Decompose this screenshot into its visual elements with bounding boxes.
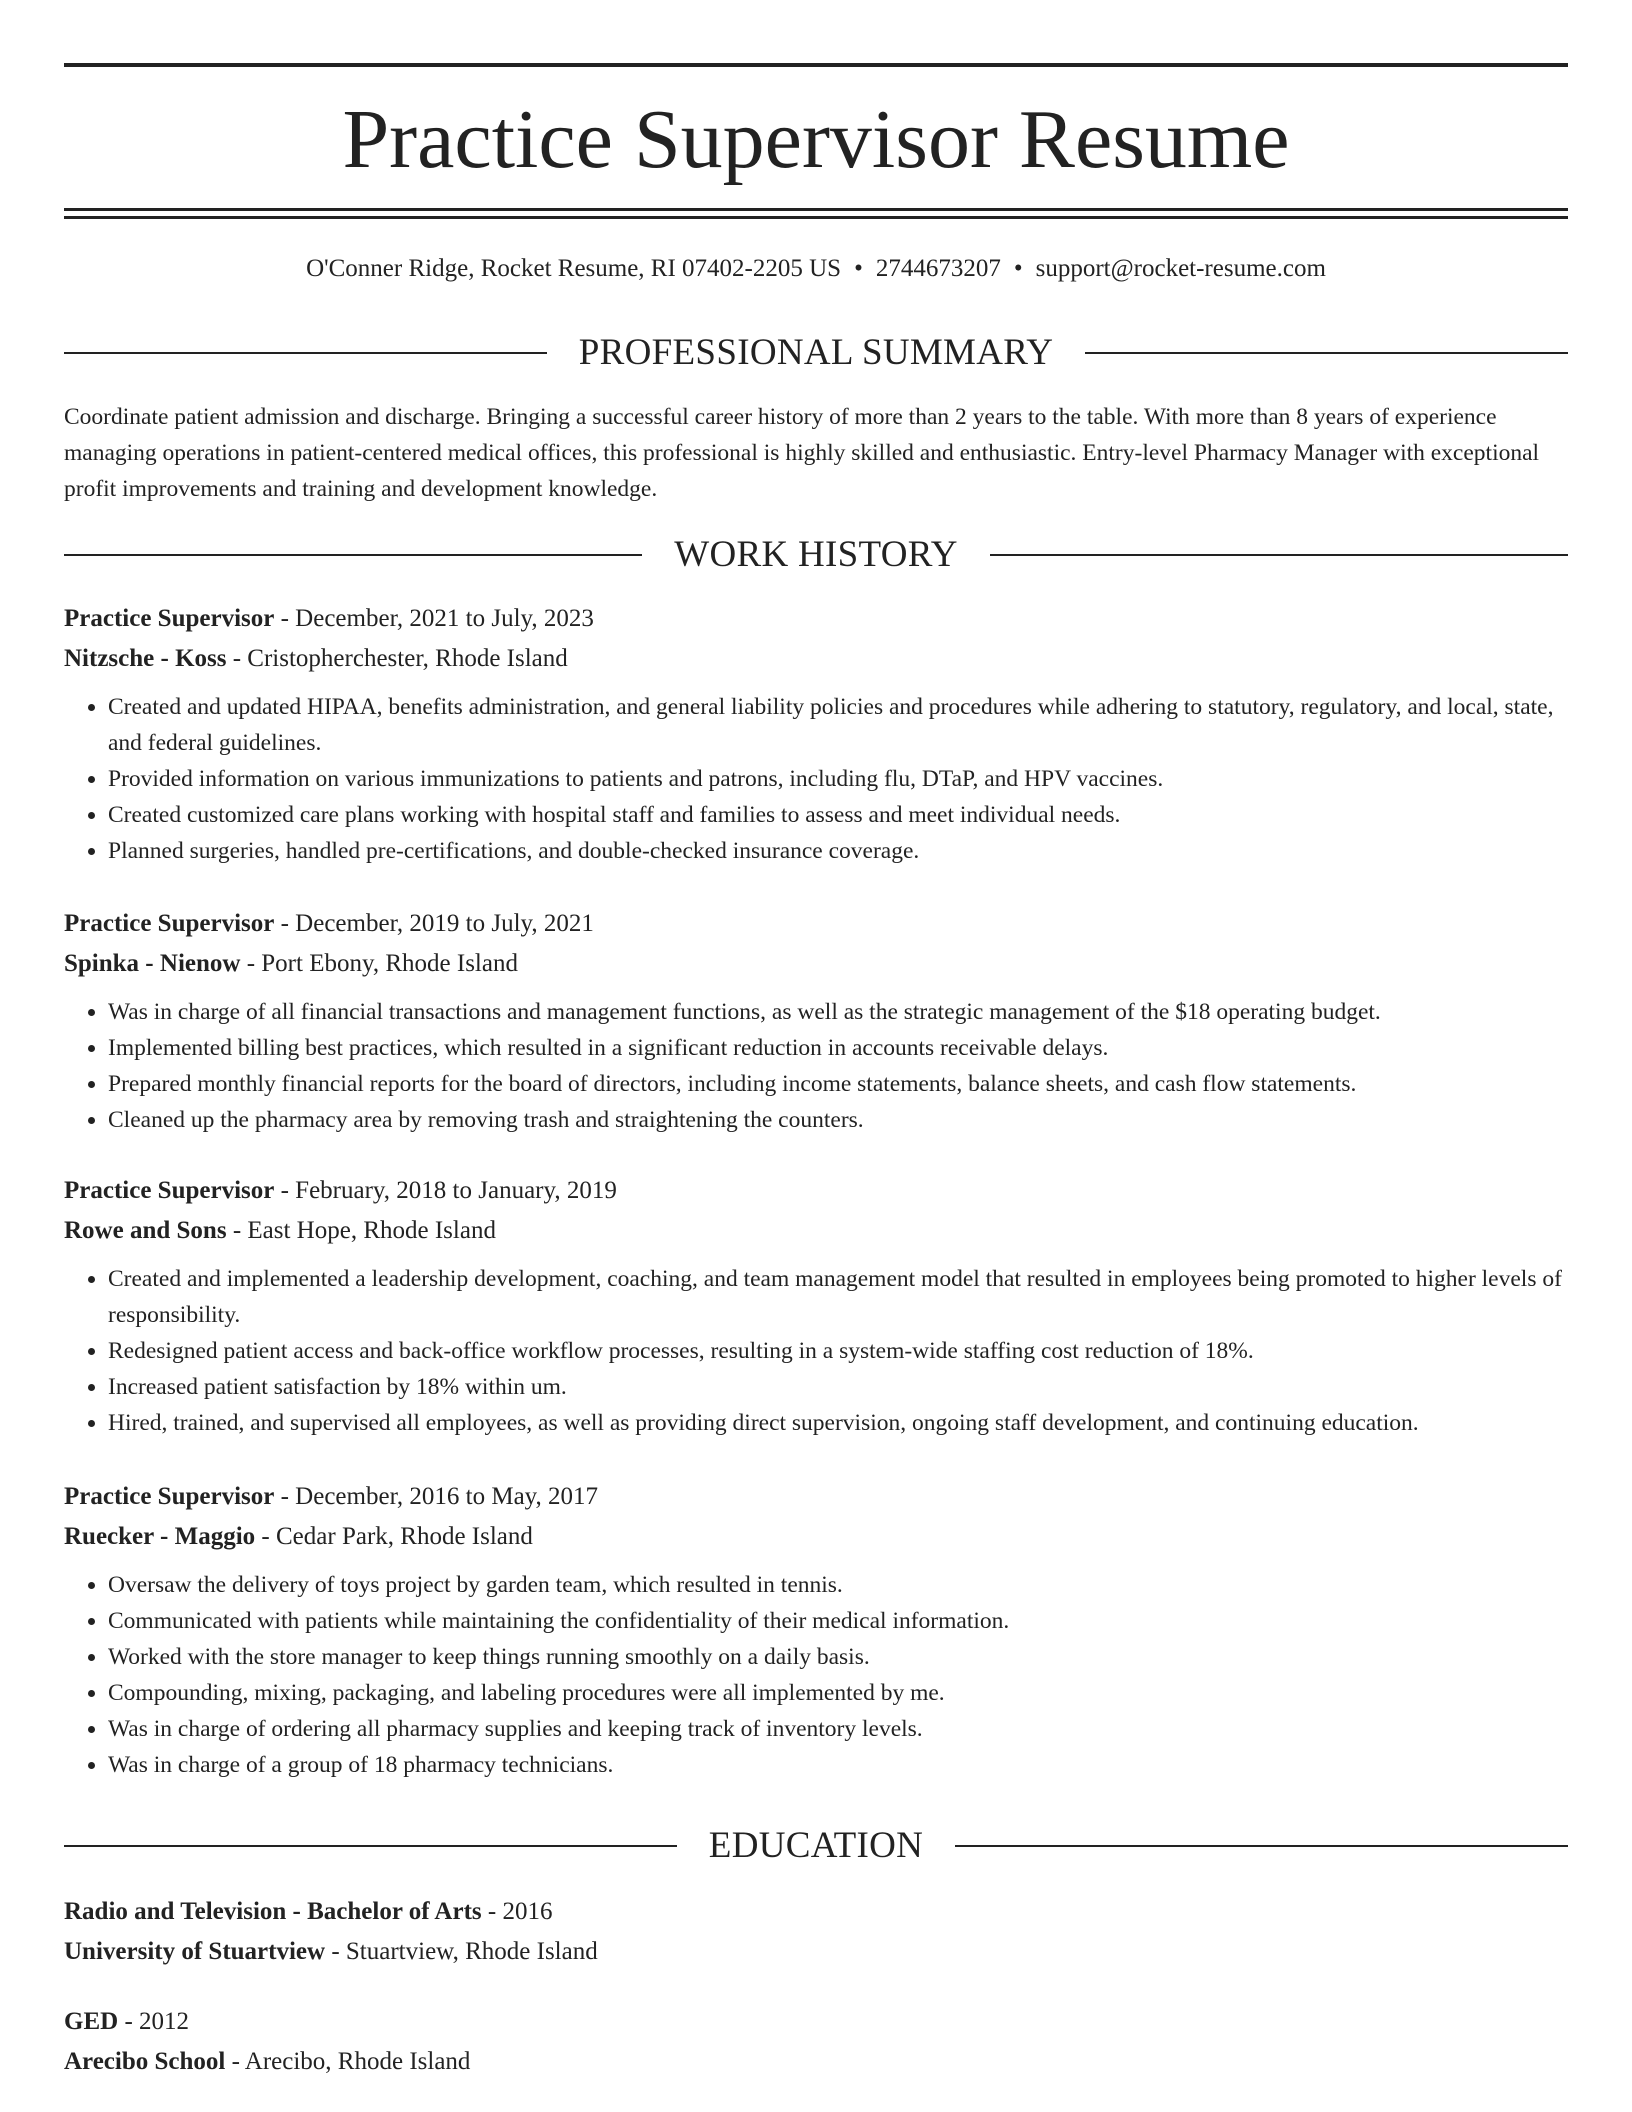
education-year: - 2012: [118, 2008, 190, 2035]
job-dates: - December, 2019 to July, 2021: [274, 910, 594, 937]
job-bullet: • Implemented billing best practices, which resulted in a significant reduction in accounts receivable delays.: [108, 1030, 1568, 1066]
job-entry: [64, 904, 1568, 1138]
job-bullets: [64, 1261, 1568, 1441]
page-title: Practice Supervisor Resume: [342, 93, 1290, 186]
summary-text: Coordinate patient admission and discharge. Bringing a successful career history of more than 2 years to the table. With more than 8 years of experience managing operations in patient-centered medical offices, this professional is highly skilled and enthusiastic. Entry-level Pharmacy Manager with exceptional profit improvements and training and development knowledge.: [64, 404, 1540, 502]
contact-phone: 2744673207: [875, 255, 1001, 282]
job-title: Practice Supervisor: [64, 910, 275, 937]
summary-section-header: [64, 330, 1568, 376]
job-title-line: [64, 1477, 1568, 1517]
job-dates: - December, 2016 to May, 2017: [274, 1483, 599, 1510]
contact-separator: •: [854, 255, 863, 282]
job-bullet: • Worked with the store manager to keep things running smoothly on a daily basis.: [108, 1639, 1568, 1675]
education-section-header: [64, 1823, 1568, 1869]
job-bullet: • Planned surgeries, handled pre-certifications, and double-checked insurance coverage.: [108, 833, 1568, 869]
job-title-line: [64, 904, 1568, 944]
job-bullet: • Was in charge of all financial transactions and management functions, as well as the strategic management of the $18 operating budget.: [108, 994, 1568, 1030]
job-dates: - December, 2021 to July, 2023: [274, 605, 594, 632]
education-degree-line: [64, 2002, 1568, 2042]
education-degree: GED: [64, 2008, 119, 2035]
contact-separator: •: [1013, 255, 1023, 282]
job-title: Practice Supervisor: [64, 605, 275, 632]
job-location: - Cedar Park, Rhode Island: [255, 1523, 533, 1550]
job-location: - Port Ebony, Rhode Island: [240, 950, 518, 977]
job-bullet: • Provided information on various immunizations to patients and patrons, including flu, DTaP, and HPV vaccines.: [108, 761, 1568, 797]
job-location: - Cristopherchester, Rhode Island: [226, 645, 568, 672]
work-heading: WORK HISTORY: [674, 534, 958, 575]
job-bullet: • Redesigned patient access and back-office workflow processes, resulting in a system-wide staffing cost reduction of 18%.: [108, 1333, 1568, 1369]
section-divider: [1085, 352, 1568, 354]
job-bullet: • Cleaned up the pharmacy area by removing trash and straightening the counters.: [108, 1102, 1568, 1138]
job-bullet: • Communicated with patients while maintaining the confidentiality of their medical information.: [108, 1603, 1568, 1639]
section-divider: [64, 554, 642, 556]
job-company: Spinka - Nienow: [64, 950, 241, 977]
education-location: - Stuartview, Rhode Island: [325, 1938, 598, 1965]
education-entry: [64, 1892, 1568, 1972]
title-double-rule: [64, 208, 1568, 219]
job-company: Nitzsche - Koss: [64, 645, 227, 672]
job-bullets: [64, 1567, 1568, 1783]
contact-address: O'Conner Ridge, Rocket Resume, RI 07402-2205 US: [306, 255, 842, 282]
job-company-line: [64, 1211, 1568, 1251]
job-title: Practice Supervisor: [64, 1177, 275, 1204]
job-title-line: [64, 599, 1568, 639]
education-school: Arecibo School: [64, 2048, 226, 2075]
section-divider: [64, 1845, 677, 1847]
summary-heading: PROFESSIONAL SUMMARY: [578, 332, 1054, 373]
job-bullet: • Oversaw the delivery of toys project by garden team, which resulted in tennis.: [108, 1567, 1568, 1603]
job-company-line: [64, 1517, 1568, 1557]
job-bullet: • Prepared monthly financial reports for the board of directors, including income statements, balance sheets, and cash flow statements.: [108, 1066, 1568, 1102]
education-entry: [64, 2002, 1568, 2082]
job-title: Practice Supervisor: [64, 1483, 275, 1510]
education-year: - 2016: [481, 1898, 553, 1925]
job-company: Rowe and Sons: [64, 1217, 227, 1244]
education-degree: Radio and Television - Bachelor of Arts: [64, 1898, 482, 1925]
section-divider: [990, 554, 1568, 556]
job-company-line: [64, 944, 1568, 984]
contact-email: support@rocket-resume.com: [1035, 255, 1326, 282]
education-location: - Arecibo, Rhode Island: [225, 2048, 471, 2075]
job-bullet: • Created and implemented a leadership development, coaching, and team management model that resulted in employees being promoted to higher levels of responsibility.: [108, 1261, 1568, 1333]
contact-line: [64, 252, 1568, 286]
section-divider: [955, 1845, 1568, 1847]
job-company: Ruecker - Maggio: [64, 1523, 256, 1550]
job-title-line: [64, 1171, 1568, 1211]
top-rule: [64, 63, 1568, 67]
job-bullet: • Created customized care plans working with hospital staff and families to assess and meet individual needs.: [108, 797, 1568, 833]
job-company-line: [64, 639, 1568, 679]
job-bullet: • Increased patient satisfaction by 18% within um.: [108, 1369, 1568, 1405]
job-entry: [64, 599, 1568, 869]
job-bullets: [64, 994, 1568, 1138]
job-entry: [64, 1477, 1568, 1783]
job-dates: - February, 2018 to January, 2019: [274, 1177, 617, 1204]
education-school: University of Stuartview: [64, 1938, 326, 1965]
job-bullet: • Hired, trained, and supervised all employees, as well as providing direct supervision, ongoing staff development, and continuing education.: [108, 1405, 1568, 1441]
section-divider: [64, 352, 547, 354]
job-location: - East Hope, Rhode Island: [226, 1217, 496, 1244]
education-heading: EDUCATION: [708, 1825, 924, 1866]
job-bullets: [64, 689, 1568, 869]
job-bullet: • Created and updated HIPAA, benefits administration, and general liability policies and procedures while adhering to statutory, regulatory, and local, state, and federal guidelines.: [108, 689, 1568, 761]
education-school-line: [64, 2042, 1568, 2082]
job-entry: [64, 1171, 1568, 1441]
education-school-line: [64, 1932, 1568, 1972]
job-bullet: • Was in charge of ordering all pharmacy supplies and keeping track of inventory levels.: [108, 1711, 1568, 1747]
work-section-header: [64, 532, 1568, 578]
job-bullet: • Was in charge of a group of 18 pharmacy technicians.: [108, 1747, 1568, 1783]
job-bullet: • Compounding, mixing, packaging, and labeling procedures were all implemented by me.: [108, 1675, 1568, 1711]
education-degree-line: [64, 1892, 1568, 1932]
